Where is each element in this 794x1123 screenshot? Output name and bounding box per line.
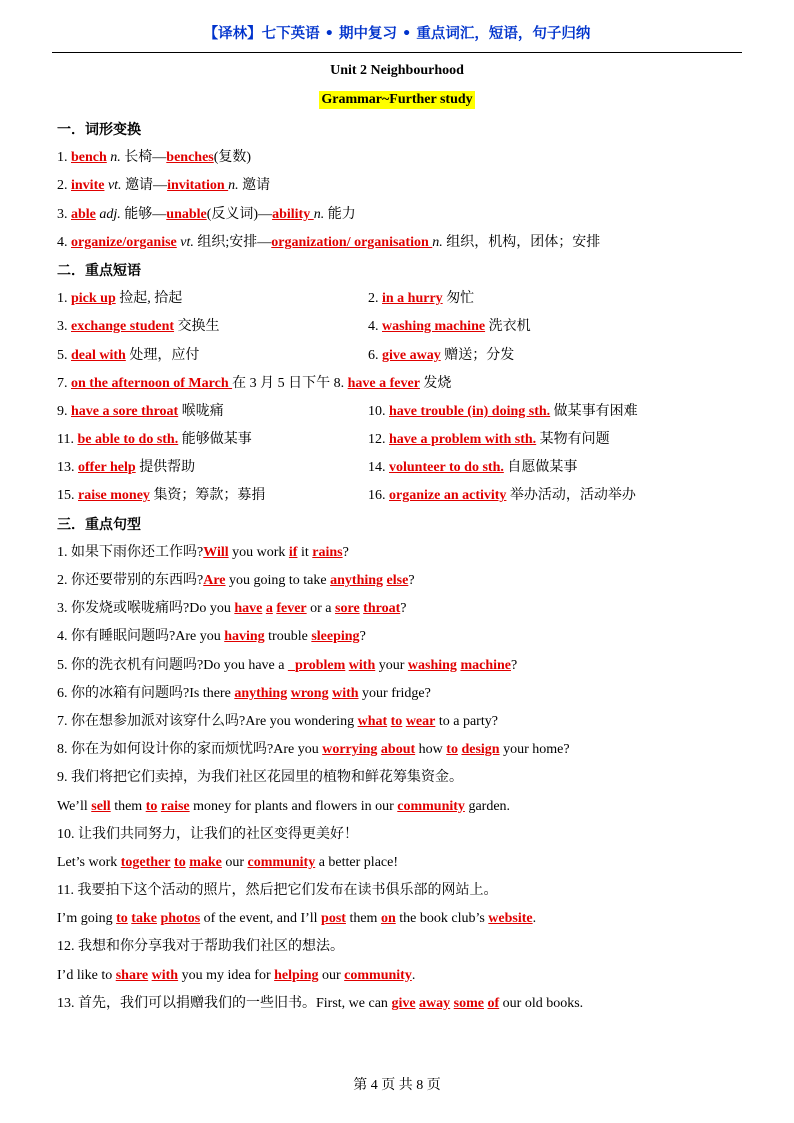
answer-text: offer help bbox=[78, 460, 136, 476]
answer-text: bench bbox=[71, 150, 107, 166]
answer-text: ability bbox=[272, 206, 314, 222]
answer-text: community bbox=[247, 854, 316, 870]
plain-text: 长椅— bbox=[120, 150, 167, 166]
answer-text: with bbox=[348, 657, 376, 673]
answer-text: organize an activity bbox=[389, 488, 507, 504]
phrase-row bbox=[57, 370, 757, 398]
answer-text: washing bbox=[407, 657, 457, 673]
word-form-item bbox=[57, 201, 757, 229]
part-of-speech: vt. bbox=[107, 178, 122, 194]
plain-text: I’d like to bbox=[57, 967, 116, 983]
sentence-line bbox=[57, 567, 757, 595]
plain-text: 9. 我们将把它们卖掉，为我们社区花园里的植物和鲜花筹集资金。 bbox=[57, 770, 463, 786]
sentence-line bbox=[57, 821, 757, 849]
phrase-column-2 bbox=[368, 398, 638, 426]
section-heading-sentences: 三．重点句型 bbox=[57, 516, 141, 533]
answer-text: volunteer to do sth. bbox=[389, 460, 504, 476]
plain-text: 5. 你的洗衣机有问题吗?Do you have a bbox=[57, 657, 288, 673]
plain-text: ? bbox=[400, 601, 407, 617]
answer-text: photos bbox=[160, 911, 201, 927]
answer-text: organize/organise bbox=[71, 234, 177, 250]
answer-text: with bbox=[332, 685, 359, 701]
answer-text: throat bbox=[363, 601, 401, 617]
plain-text: 洗衣机 bbox=[485, 319, 531, 335]
answer-text: about bbox=[380, 742, 416, 758]
plain-text: 邀请— bbox=[121, 178, 168, 194]
answer-text: pick up bbox=[71, 291, 116, 307]
word-form-item bbox=[57, 229, 757, 257]
item-number: 7. bbox=[57, 375, 71, 391]
phrase-column-2 bbox=[368, 313, 531, 341]
part-of-speech: adj. bbox=[99, 206, 121, 222]
item-number: 8. bbox=[333, 375, 348, 391]
plain-text: garden. bbox=[464, 798, 511, 814]
plain-text: to a party? bbox=[435, 713, 498, 729]
answer-text: on the afternoon of March bbox=[71, 375, 233, 391]
answer-text: post bbox=[321, 911, 346, 927]
sentence-line bbox=[57, 595, 757, 623]
phrase-row bbox=[57, 342, 757, 370]
plain-text: (反义词)— bbox=[206, 206, 273, 222]
phrase-column-2 bbox=[368, 482, 636, 510]
plain-text: 10. 让我们共同努力，让我们的社区变得更美好！ bbox=[57, 826, 358, 842]
plain-text: you going to take bbox=[225, 573, 331, 588]
answer-text: of bbox=[487, 995, 500, 1011]
sentence-line bbox=[57, 962, 757, 990]
sentence-line bbox=[57, 736, 757, 764]
item-number: 5. bbox=[57, 347, 71, 363]
answer-text: sleeping bbox=[311, 629, 360, 645]
phrases-list bbox=[57, 285, 757, 511]
answer-text: together bbox=[120, 854, 171, 870]
item-number: 14. bbox=[368, 460, 389, 476]
answer-text: unable bbox=[166, 206, 207, 222]
plain-text: 集资；筹款；募捐 bbox=[149, 488, 266, 504]
plain-text: 4. bbox=[57, 234, 71, 250]
plain-text: 赠送；分发 bbox=[440, 347, 515, 363]
plain-text: 组织;安排— bbox=[193, 234, 272, 250]
plain-text: 能够做某事 bbox=[178, 432, 252, 448]
answer-text: if bbox=[288, 544, 298, 560]
answer-text: have bbox=[234, 601, 263, 617]
answer-text: Are bbox=[203, 573, 226, 588]
phrase-row bbox=[57, 285, 757, 313]
word-form-item bbox=[57, 172, 757, 200]
answer-text: to bbox=[116, 911, 128, 927]
answer-text: invite bbox=[71, 178, 105, 194]
sentence-line bbox=[57, 680, 757, 708]
plain-text: you my idea for bbox=[178, 967, 275, 983]
plain-text: . bbox=[411, 967, 416, 983]
plain-text: Let’s work bbox=[57, 854, 121, 870]
plain-text: the book club’s bbox=[395, 911, 489, 927]
item-number: 6. bbox=[368, 347, 382, 363]
plain-text: 11. 我要拍下这个活动的照片，然后把它们发布在读书俱乐部的网站上。 bbox=[57, 883, 498, 899]
plain-text: 能够— bbox=[120, 206, 167, 222]
answer-text: give away bbox=[382, 347, 441, 363]
plain-text: our bbox=[221, 854, 248, 870]
answer-text: give bbox=[391, 995, 416, 1011]
sentence-line bbox=[57, 849, 757, 877]
plain-text: 能力 bbox=[324, 206, 356, 222]
sub-title-wrapper bbox=[0, 88, 794, 109]
answer-text: raise bbox=[160, 798, 190, 814]
answer-text: have a problem with sth. bbox=[389, 432, 537, 448]
answer-text: worrying bbox=[322, 742, 378, 758]
answer-text: sell bbox=[91, 798, 111, 814]
plain-text: 交换生 bbox=[174, 319, 220, 335]
plain-text: We’ll bbox=[57, 798, 92, 814]
answer-text: some bbox=[453, 995, 484, 1011]
sentence-line bbox=[57, 539, 757, 567]
answer-text: invitation bbox=[167, 178, 229, 194]
plain-text: . bbox=[532, 911, 537, 927]
answer-text: benches bbox=[166, 150, 214, 166]
answer-text: raise money bbox=[78, 488, 150, 504]
plain-text: 匆忙 bbox=[442, 291, 475, 307]
plain-text: how bbox=[415, 742, 447, 758]
answer-text: to bbox=[390, 713, 403, 729]
answer-text: deal with bbox=[71, 347, 126, 363]
answer-text: rains bbox=[312, 544, 343, 560]
answer-text: able bbox=[71, 206, 96, 222]
sentence-line bbox=[57, 933, 757, 961]
plain-text: you work bbox=[228, 544, 289, 560]
answer-text: organization/ organisation bbox=[271, 234, 433, 250]
answer-text: _problem bbox=[287, 657, 346, 673]
answer-text: community bbox=[344, 967, 412, 983]
answer-text: make bbox=[189, 854, 222, 870]
answer-text: wear bbox=[405, 713, 436, 729]
item-number: 11. bbox=[57, 432, 78, 448]
answer-text: wrong bbox=[290, 685, 329, 701]
phrase-row bbox=[57, 313, 757, 341]
answer-text: away bbox=[419, 995, 451, 1011]
plain-text: ? bbox=[408, 573, 415, 588]
sentence-line bbox=[57, 652, 757, 680]
item-number: 9. bbox=[57, 403, 71, 419]
plain-text: 做某事有困难 bbox=[550, 403, 638, 419]
phrase-row bbox=[57, 454, 757, 482]
answer-text: a bbox=[265, 601, 273, 617]
plain-text: ? bbox=[511, 657, 518, 673]
plain-text: 12. 我想和你分享我对于帮助我们社区的想法。 bbox=[57, 939, 344, 955]
answer-text: what bbox=[357, 713, 388, 729]
plain-text: 2. 你还要带别的东西吗? bbox=[57, 573, 204, 588]
item-number: 16. bbox=[368, 488, 389, 504]
answer-text: Will bbox=[203, 544, 229, 560]
answer-text: in a hurry bbox=[382, 291, 443, 307]
plain-text: it bbox=[297, 544, 313, 560]
answer-text: exchange student bbox=[71, 319, 175, 335]
answer-text: have a sore throat bbox=[71, 403, 179, 419]
plain-text: 4. 你有睡眠问题吗?Are you bbox=[57, 629, 225, 645]
plain-text: (复数) bbox=[213, 150, 252, 166]
plain-text: 1. 如果下雨你还工作吗? bbox=[57, 544, 204, 560]
plain-text: I’m going bbox=[57, 911, 117, 927]
word-forms-list bbox=[57, 144, 757, 257]
plain-text: 13. 首先，我们可以捐赠我们的一些旧书。First, we can bbox=[57, 995, 392, 1011]
item-number: 2. bbox=[368, 291, 382, 307]
plain-text: 2. bbox=[57, 178, 71, 194]
section-heading-word-forms: 一．词形变换 bbox=[57, 122, 141, 138]
answer-text: washing machine bbox=[382, 319, 486, 335]
plain-text: your home? bbox=[499, 742, 570, 758]
item-number: 4. bbox=[368, 319, 382, 335]
answer-text: to bbox=[145, 798, 158, 814]
plain-text: trouble bbox=[264, 629, 312, 645]
answer-text: helping bbox=[274, 967, 319, 983]
answer-text: anything bbox=[330, 573, 384, 588]
plain-text: your fridge? bbox=[358, 685, 431, 701]
plain-text: them bbox=[345, 911, 381, 927]
sentence-line bbox=[57, 905, 757, 933]
answer-text: take bbox=[131, 911, 157, 927]
plain-text: ? bbox=[342, 544, 349, 560]
sentence-line bbox=[57, 877, 757, 905]
answer-text: have a fever bbox=[347, 375, 420, 391]
plain-text: your bbox=[375, 657, 408, 673]
sub-title: Grammar~Further study bbox=[321, 92, 473, 107]
page-footer: 第 4 页 共 8 页 bbox=[353, 1078, 441, 1093]
answer-text: design bbox=[461, 742, 500, 758]
answer-text: on bbox=[380, 911, 396, 927]
plain-text: 8. 你在为如何设计你的家而烦忧吗?Are you bbox=[57, 742, 323, 758]
plain-text: 3. bbox=[57, 206, 71, 222]
plain-text: money for plants and flowers in our bbox=[189, 798, 398, 814]
sentence-line bbox=[57, 764, 757, 792]
answer-text: be able to do sth. bbox=[77, 432, 179, 448]
plain-text: a better place! bbox=[315, 854, 398, 870]
phrase-column-2 bbox=[368, 285, 474, 313]
item-number: 1. bbox=[57, 291, 71, 307]
phrase-column-2 bbox=[368, 454, 577, 482]
plain-text: 捡起, 拾起 bbox=[115, 291, 183, 307]
answer-text: to bbox=[446, 742, 458, 758]
item-number: 13. bbox=[57, 460, 78, 476]
answer-text: have trouble (in) doing sth. bbox=[389, 403, 551, 419]
part-of-speech: vt. bbox=[180, 234, 194, 250]
plain-text: 喉咙痛 bbox=[178, 403, 224, 419]
part-of-speech: n. bbox=[313, 206, 325, 222]
plain-text: our old books. bbox=[499, 995, 584, 1011]
plain-text: 处理，应付 bbox=[125, 347, 200, 363]
phrase-column-2 bbox=[368, 426, 610, 454]
header-title: 【译林】七下英语 • 期中复习 • 重点词汇，短语，句子归纳 bbox=[203, 26, 591, 42]
plain-text: 邀请 bbox=[238, 178, 271, 194]
answer-text: website bbox=[488, 911, 533, 927]
part-of-speech: n. bbox=[110, 150, 121, 166]
sentence-line bbox=[57, 990, 757, 1018]
plain-text: 1. bbox=[57, 150, 71, 166]
phrase-row bbox=[57, 398, 757, 426]
answer-text: having bbox=[224, 629, 265, 645]
plain-text: 6. 你的冰箱有问题吗?Is there bbox=[57, 685, 235, 701]
answer-text: sore bbox=[335, 601, 360, 617]
plain-text: ? bbox=[359, 629, 366, 645]
item-number: 10. bbox=[368, 403, 389, 419]
item-number: 12. bbox=[368, 432, 389, 448]
word-form-item bbox=[57, 144, 757, 172]
plain-text: 组织，机构，团体；安排 bbox=[442, 234, 601, 250]
item-number: 3. bbox=[57, 319, 71, 335]
plain-text: of the event, and I’ll bbox=[200, 911, 322, 927]
part-of-speech: n. bbox=[432, 234, 443, 250]
plain-text: 自愿做某事 bbox=[503, 460, 578, 476]
plain-text: them bbox=[110, 798, 146, 814]
plain-text: 某物有问题 bbox=[536, 432, 610, 448]
part-of-speech: n. bbox=[228, 178, 239, 194]
phrase-row bbox=[57, 482, 757, 510]
plain-text: 7. 你在想参加派对该穿什么吗?Are you wondering bbox=[57, 713, 358, 729]
plain-text: our bbox=[318, 967, 345, 983]
plain-text: 3. 你发烧或喉咙痛吗?Do you bbox=[57, 601, 235, 617]
sentence-line bbox=[57, 623, 757, 651]
sentence-line bbox=[57, 793, 757, 821]
phrase-row bbox=[57, 426, 757, 454]
answer-text: else bbox=[386, 573, 409, 588]
answer-text: community bbox=[397, 798, 465, 814]
answer-text: machine bbox=[460, 657, 511, 673]
plain-text: 在 3 月 5 日下午 bbox=[232, 375, 334, 391]
plain-text: or a bbox=[306, 601, 336, 617]
answer-text: to bbox=[174, 854, 186, 870]
header-divider bbox=[52, 52, 742, 53]
unit-title: Unit 2 Neighbourhood bbox=[330, 63, 464, 78]
sentences-list bbox=[57, 539, 757, 1018]
plain-text: 发烧 bbox=[419, 375, 452, 391]
answer-text: share bbox=[115, 967, 149, 983]
sentence-line bbox=[57, 708, 757, 736]
answer-text: fever bbox=[276, 601, 307, 617]
section-heading-phrases: 二．重点短语 bbox=[57, 262, 141, 279]
content bbox=[57, 116, 757, 1018]
item-number: 15. bbox=[57, 488, 78, 504]
plain-text: 举办活动，活动举办 bbox=[506, 488, 636, 504]
answer-text: with bbox=[151, 967, 179, 983]
answer-text: anything bbox=[234, 685, 288, 701]
phrase-column-2 bbox=[368, 342, 514, 370]
plain-text: 提供帮助 bbox=[135, 460, 196, 476]
